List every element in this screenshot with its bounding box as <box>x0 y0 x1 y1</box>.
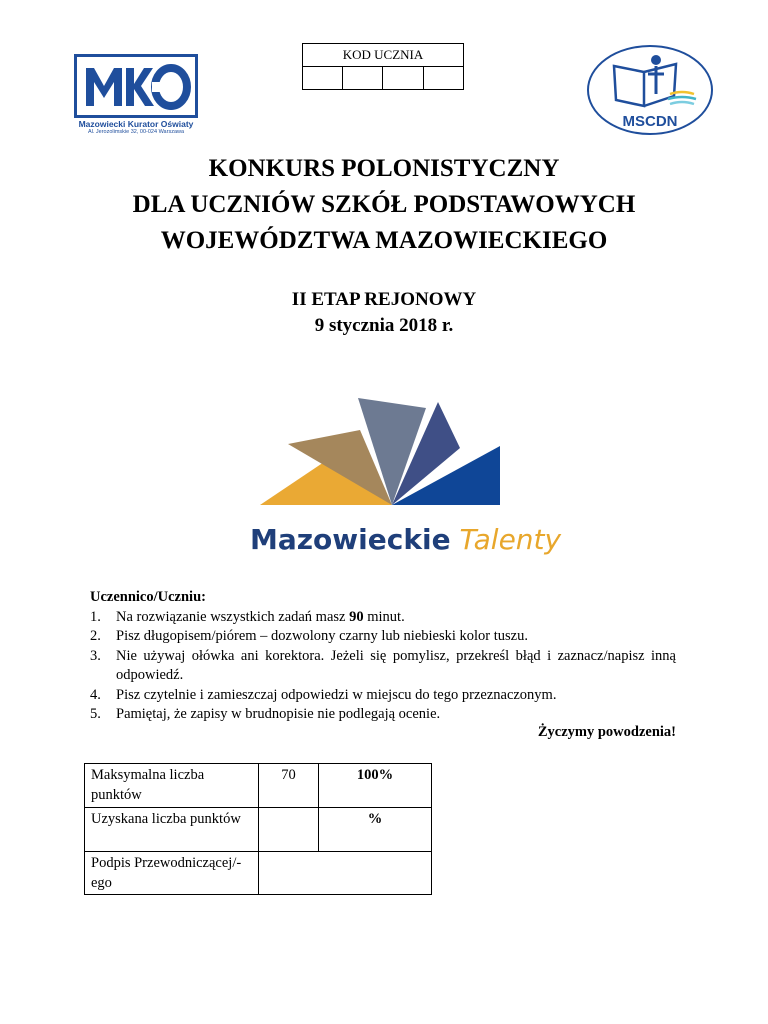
instruction-text: Pisz czytelnie i zamieszczaj odpowiedzi w miejscu do tego przeznaczonym. <box>116 686 557 703</box>
student-code-label: KOD UCZNIA <box>303 44 464 67</box>
student-code-cell-4[interactable] <box>423 67 463 90</box>
instruction-number: 4. <box>90 686 101 703</box>
instruction-bold: 90 <box>349 608 364 625</box>
title-line-2: DLA UCZNIÓW SZKÓŁ PODSTAWOWYCH <box>132 191 636 218</box>
table-row <box>85 852 432 895</box>
instruction-item <box>90 647 676 686</box>
instruction-item <box>90 627 676 647</box>
score-table <box>84 763 432 895</box>
instruction-item <box>90 608 676 628</box>
mscdn-label: MSCDN <box>622 113 678 130</box>
mko-logo-mark <box>80 60 192 112</box>
talent-fan-graphic <box>250 390 520 520</box>
mko-address: Al. Jerozolimskie 32, 00-024 Warszawa <box>87 129 185 135</box>
student-code-cell-3[interactable] <box>383 67 423 90</box>
mko-name: Mazowiecki Kurator Oświaty <box>78 119 194 129</box>
instruction-number: 5. <box>90 706 101 722</box>
max-points-label: Maksymalna liczba punktów <box>85 764 259 808</box>
signature-field[interactable] <box>259 852 432 895</box>
closing-wish: Życzymy powodzenia! <box>537 724 676 740</box>
instruction-number: 3. <box>90 647 101 664</box>
obtained-points-percent[interactable]: % <box>319 808 432 852</box>
table-row <box>85 808 432 852</box>
instructions <box>90 588 676 725</box>
mscdn-logo <box>586 44 714 136</box>
obtained-points-value[interactable] <box>259 808 319 852</box>
talent-logo-text <box>250 522 562 558</box>
max-points-percent: 100% <box>319 764 432 808</box>
student-code-cell-1[interactable] <box>303 67 343 90</box>
instruction-text: Pisz długopisem/piórem – dozwolony czarny lub niebieski kolor tuszu. <box>116 628 528 644</box>
instruction-number: 2. <box>90 628 101 644</box>
instruction-text: Nie używaj ołówka ani korektora. Jeżeli się pomylisz, przekreśl błąd i zaznacz/napisz inną odpowiedź. <box>116 647 676 683</box>
mscdn-logo-mark <box>586 44 714 136</box>
student-code-cell-2[interactable] <box>343 67 383 90</box>
signature-label: Podpis Przewodniczącej/-ego <box>85 852 259 895</box>
table-row <box>85 764 432 808</box>
instruction-item <box>90 705 676 725</box>
stage-heading: II ETAP REJONOWY <box>291 289 477 310</box>
instructions-heading: Uczennico/Uczniu: <box>90 589 206 605</box>
instruction-text: Pamiętaj, że zapisy w brudnopisie nie podlegają ocenie. <box>116 706 441 722</box>
exam-date: 9 stycznia 2018 r. <box>314 315 454 336</box>
title-line-1: KONKURS POLONISTYCZNY <box>208 155 560 182</box>
instructions-list <box>90 608 676 725</box>
talent-logo-word-1: Mazowieckie <box>250 523 451 556</box>
title-line-3: WOJEWÓDZTWA MAZOWIECKIEGO <box>160 227 608 254</box>
instruction-text-end: minut. <box>363 608 405 625</box>
obtained-points-label: Uzyskana liczba punktów <box>85 808 259 852</box>
instruction-item <box>90 686 676 706</box>
talent-logo-word-2: Talenty <box>459 523 562 556</box>
instruction-number: 1. <box>90 608 101 625</box>
mko-logo <box>74 54 198 140</box>
max-points-value: 70 <box>259 764 319 808</box>
instruction-text: Na rozwiązanie wszystkich zadań masz <box>116 608 350 625</box>
mazowieckie-talenty-logo <box>250 390 562 580</box>
student-code-box <box>302 43 464 90</box>
